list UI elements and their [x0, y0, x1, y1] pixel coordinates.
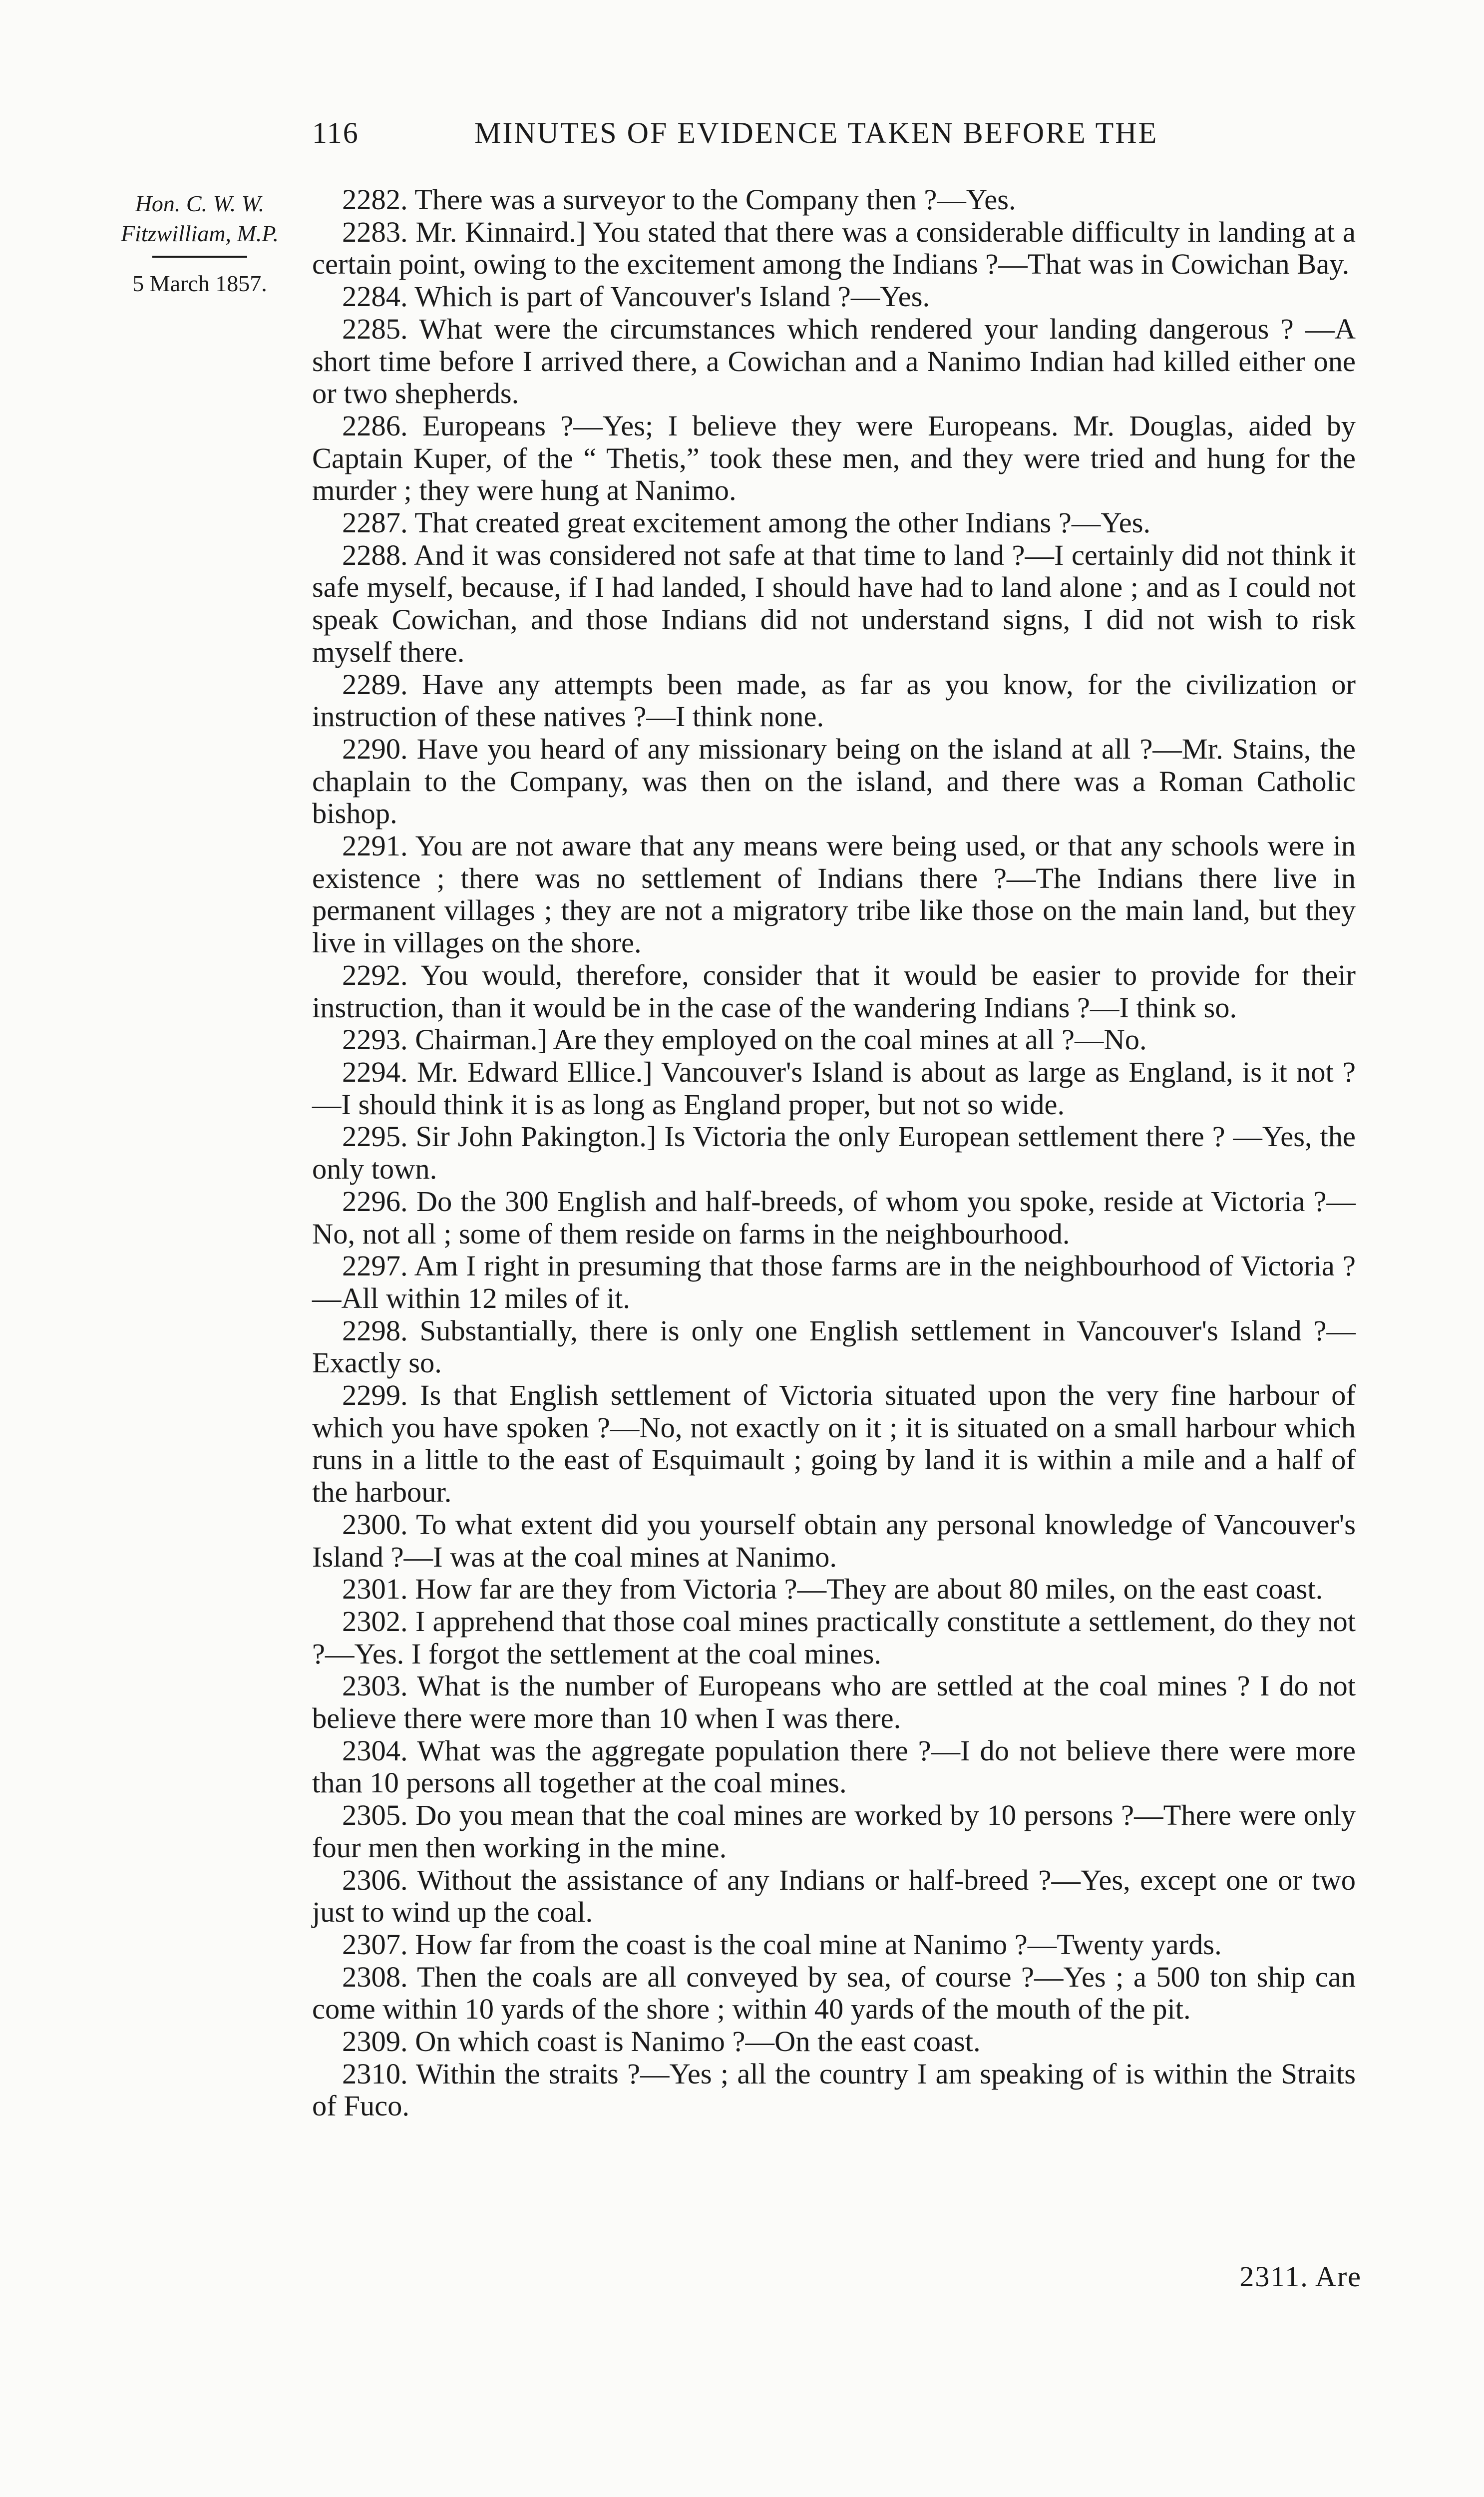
hearing-date: 5 March 1857. [132, 271, 267, 296]
evidence-paragraph: 2299. Is that English settlement of Victoria situated upon the very fine harbour of which you have spoken ?—No, not exactly on it ; it is situated on a small harbour which runs in a little to the east of Esquimault ; going by land it is within a mile and a half of the harbour. [312, 1379, 1356, 1509]
evidence-paragraph: 2298. Substantially, there is only one English settlement in Vancouver's Island ?—Exactly so. [312, 1314, 1356, 1379]
evidence-paragraph: 2290. Have you heard of any missionary being on the island at all ?—Mr. Stains, the chaplain to the Company, was then on the island, and there was a Roman Catholic bishop. [312, 732, 1356, 830]
evidence-paragraph: 2294. Mr. Edward Ellice.] Vancouver's Island is about as large as England, is it not ?—I should think it is as long as England proper, but not so wide. [312, 1055, 1356, 1121]
evidence-paragraph: 2292. You would, therefore, consider that it would be easier to provide for their instruction, than it would be in the case of the wandering Indians ?—I think so. [312, 958, 1356, 1024]
evidence-paragraph: 2305. Do you mean that the coal mines are worked by 10 persons ?—There were only four men then working in the mine. [312, 1799, 1356, 1864]
evidence-paragraph: 2297. Am I right in presuming that those farms are in the neighbourhood of Victoria ?—All within 12 miles of it. [312, 1249, 1356, 1314]
evidence-paragraph: 2291. You are not aware that any means were being used, or that any schools were in existence ; there was no settlement of Indians there ?—The Indians there live in permanent villages ; they are not a migratory tribe like those on the main land, but they live in villages on the shore. [312, 830, 1356, 959]
evidence-paragraph: 2295. Sir John Pakington.] Is Victoria the only European settlement there ? —Yes, the only town. [312, 1120, 1356, 1186]
evidence-paragraph: 2306. Without the assistance of any Indians or half-breed ?—Yes, except one or two just to wind up the coal. [312, 1863, 1356, 1929]
evidence-paragraph: 2289. Have any attempts been made, as far as you know, for the civilization or instruction of these natives ?—I think none. [312, 668, 1356, 733]
evidence-paragraph: 2293. Chairman.] Are they employed on the coal mines at all ?—No. [342, 1023, 1147, 1056]
evidence-paragraph: 2308. Then the coals are all conveyed by sea, of course ?—Yes ; a 500 ton ship can come within 10 yards of the shore ; within 40 yards of the mouth of the pit. [312, 1960, 1356, 2026]
evidence-paragraph: 2307. How far from the coast is the coal mine at Nanimo ?—Twenty yards. [342, 1928, 1222, 1961]
witness-name-2: Fitzwilliam, M.P. [120, 221, 279, 246]
evidence-paragraph: 2284. Which is part of Vancouver's Island ?—Yes. [342, 280, 930, 313]
evidence-body [312, 184, 1356, 2122]
evidence-paragraph: 2300. To what extent did you yourself obtain any personal knowledge of Vancouver's Island ?—I was at the coal mines at Nanimo. [312, 1508, 1356, 1573]
running-title: MINUTES OF EVIDENCE TAKEN BEFORE THE [474, 116, 1158, 149]
witness-name: Hon. C. W. W. [135, 191, 265, 216]
margin-rule [152, 256, 247, 258]
evidence-paragraph: 2286. Europeans ?—Yes; I believe they were Europeans. Mr. Douglas, aided by Captain Kuper, of the “ Thetis,” took these men, and they were tried and hung for the murder ; they were hung at Nanimo. [312, 409, 1356, 507]
evidence-paragraph: 2296. Do the 300 English and half-breeds, of whom you spoke, reside at Victoria ?—No, not all ; some of them reside on farms in the neighbourhood. [312, 1185, 1356, 1250]
catchword: 2311. Are [1239, 2260, 1362, 2293]
evidence-paragraph: 2288. And it was considered not safe at that time to land ?—I certainly did not think it safe myself, because, if I had landed, I should have had to land alone ; and as I could not speak Cowichan, and those Indians did not understand signs, I did not wish to risk myself there. [312, 538, 1356, 668]
evidence-paragraph: 2285. What were the circumstances which rendered your landing dangerous ? —A short time before I arrived there, a Cowichan and a Nanimo Indian had killed either one or two shepherds. [312, 312, 1356, 410]
margin-note [95, 189, 305, 299]
evidence-paragraph: 2282. There was a surveyor to the Company then ?—Yes. [342, 183, 1016, 216]
evidence-paragraph: 2301. How far are they from Victoria ?—They are about 80 miles, on the east coast. [342, 1573, 1323, 1606]
evidence-paragraph: 2304. What was the aggregate population there ?—I do not believe there were more than 10 persons all together at the coal mines. [312, 1734, 1356, 1799]
evidence-paragraph: 2310. Within the straits ?—Yes ; all the country I am speaking of is within the Straits of Fuco. [312, 2057, 1356, 2122]
evidence-paragraph: 2283. Mr. Kinnaird.] You stated that there was a considerable difficulty in landing at a certain point, owing to the excitement among the Indians ?—That was in Cowichan Bay. [312, 215, 1356, 281]
evidence-paragraph: 2287. That created great excitement among the other Indians ?—Yes. [342, 506, 1151, 539]
evidence-paragraph: 2309. On which coast is Nanimo ?—On the east coast. [342, 2025, 981, 2058]
evidence-paragraph: 2303. What is the number of Europeans who are settled at the coal mines ? I do not believe there were more than 10 when I was there. [312, 1669, 1356, 1735]
page-number: 116 [312, 116, 359, 149]
evidence-paragraph: 2302. I apprehend that those coal mines practically constitute a settlement, do they not ?—Yes. I forgot the settlement at the coal mines. [312, 1605, 1356, 1670]
